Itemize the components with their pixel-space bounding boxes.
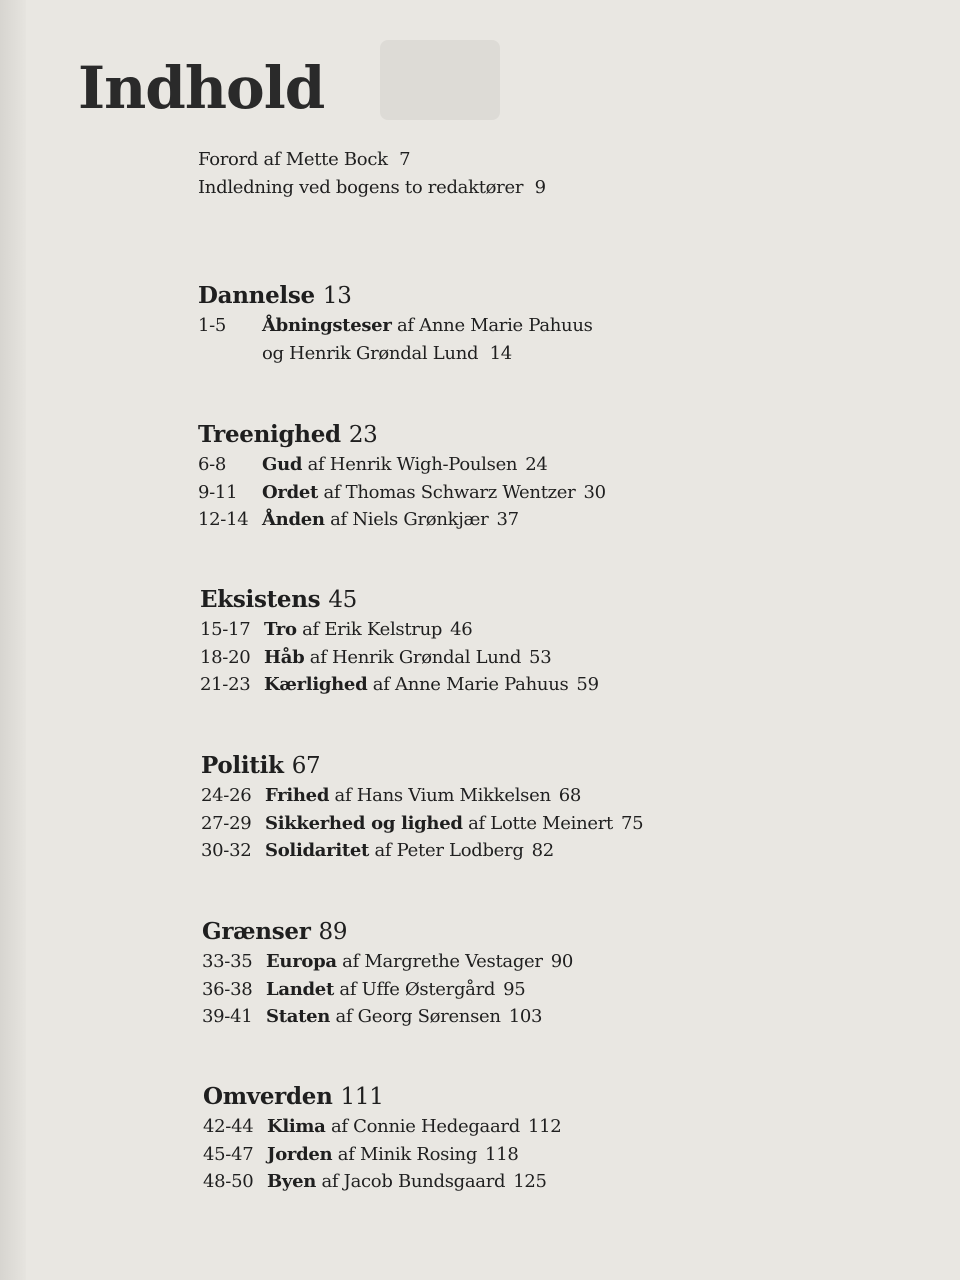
entry-number: 6-8: [198, 454, 227, 475]
toc-entry: [200, 644, 599, 672]
show-through-shadow: [380, 40, 500, 120]
section-politik: [201, 750, 643, 865]
section-page: 45: [328, 587, 358, 613]
toc-entry: [202, 948, 573, 976]
entry-number: 24-26: [201, 785, 252, 806]
section-heading: [203, 1081, 561, 1113]
section-page: 111: [340, 1084, 384, 1110]
entry-title: Solidaritet: [265, 840, 370, 861]
entry-author: af Connie Hedegaard: [330, 1116, 520, 1137]
entry-title: Europa: [266, 951, 337, 972]
entry-author: af Henrik Wigh-Poulsen: [307, 454, 518, 475]
section-page: 13: [322, 283, 352, 309]
toc-entry: [203, 1141, 561, 1169]
intro-list: [198, 146, 546, 202]
entry-author: af Thomas Schwarz Wentzer: [323, 481, 576, 503]
entry-page: 82: [531, 840, 554, 861]
intro-page: 7: [399, 149, 411, 170]
entry-title: Ordet: [262, 481, 319, 503]
entry-page: 125: [513, 1171, 547, 1192]
entry-title: Staten: [266, 1006, 331, 1027]
toc-entry: [203, 1168, 561, 1196]
entry-number: 48-50: [203, 1171, 254, 1192]
entry-number: 33-35: [202, 951, 253, 972]
entry-page: 118: [485, 1143, 519, 1165]
entry-author: af Peter Lodberg: [374, 840, 524, 861]
entry-title: Ånden: [262, 509, 325, 530]
entry-author: af Henrik Grøndal Lund: [309, 646, 522, 668]
entry-author-cont: og Henrik Grøndal Lund: [262, 342, 479, 364]
entry-page: 90: [550, 951, 574, 972]
section-name: Eksistens: [200, 586, 321, 613]
toc-entry: [198, 451, 606, 479]
entry-title: Åbningsteser: [262, 315, 392, 336]
entry-title: Tro: [264, 619, 297, 640]
entry-author: af Niels Grønkjær: [330, 509, 489, 530]
entry-page: 68: [558, 785, 582, 806]
entry-page: 46: [450, 619, 473, 640]
entry-title: Frihed: [265, 785, 330, 806]
entry-author: af Jacob Bundsgaard: [321, 1171, 506, 1192]
toc-entry: [202, 1003, 573, 1031]
toc-entry: [200, 616, 599, 644]
section-page: 23: [348, 422, 378, 448]
intro-text: Indledning ved bogens to redaktører: [198, 177, 524, 198]
toc-entry: [200, 671, 599, 699]
entry-author: af Hans Vium Mikkelsen: [334, 785, 551, 806]
entry-page: 75: [620, 812, 644, 834]
entry-number: 27-29: [201, 812, 252, 834]
entry-number: 21-23: [200, 674, 251, 695]
section-treenighed: [198, 419, 606, 534]
toc-entry: [198, 506, 606, 534]
section-graenser: [202, 916, 573, 1031]
section-omverden: [203, 1081, 561, 1196]
intro-item: [198, 174, 546, 202]
entry-author: af Erik Kelstrup: [302, 619, 443, 640]
section-eksistens: [200, 584, 599, 699]
entry-number: 36-38: [202, 978, 253, 1000]
toc-entry: [198, 479, 606, 507]
section-heading: [201, 750, 643, 782]
entry-author: af Anne Marie Pahuus: [372, 674, 569, 695]
toc-entry: [203, 1113, 561, 1141]
entry-page: 103: [508, 1006, 543, 1027]
entry-title: Klima: [267, 1116, 326, 1137]
entry-number: 15-17: [200, 619, 251, 640]
entry-number: 30-32: [201, 840, 252, 861]
entry-page: 53: [529, 646, 552, 668]
entry-page: 24: [525, 454, 548, 475]
entry-author: af Uffe Østergård: [339, 978, 496, 1000]
intro-text: Forord af Mette Bock: [198, 149, 388, 170]
entry-continuation: [198, 340, 593, 368]
entry-number: 42-44: [203, 1116, 254, 1137]
entry-title: Gud: [262, 454, 303, 475]
section-dannelse: [198, 280, 593, 367]
section-heading: [198, 280, 593, 312]
entry-author: af Margrethe Vestager: [342, 951, 543, 972]
entry-number: 45-47: [203, 1143, 254, 1165]
section-name: Omverden: [203, 1083, 333, 1110]
intro-page: 9: [534, 177, 546, 198]
entry-title: Jorden: [267, 1143, 333, 1165]
entry-page: 112: [527, 1116, 562, 1137]
entry-number: 18-20: [200, 646, 251, 668]
page-title: Indhold: [78, 54, 325, 122]
entry-author: af Anne Marie Pahuus: [396, 315, 593, 336]
entry-number: 9-11: [198, 481, 238, 503]
section-heading: [202, 916, 573, 948]
toc-entry: [201, 810, 643, 838]
entry-page: 14: [489, 342, 512, 364]
toc-entry: [201, 837, 643, 865]
entry-page: 95: [503, 978, 526, 1000]
entry-page: 59: [576, 674, 599, 695]
entry-page: 30: [583, 481, 606, 503]
toc-entry: [198, 312, 593, 340]
entry-number: 39-41: [202, 1006, 253, 1027]
entry-title: Kærlighed: [264, 674, 368, 695]
section-heading: [198, 419, 606, 451]
entry-author: af Minik Rosing: [337, 1143, 478, 1165]
section-name: Treenighed: [198, 421, 341, 448]
section-name: Politik: [201, 752, 284, 779]
entry-number: 1-5: [198, 315, 227, 336]
section-page: 89: [318, 919, 348, 945]
section-name: Dannelse: [198, 282, 315, 309]
entry-title: Sikkerhed og lighed: [265, 812, 463, 834]
entry-number: 12-14: [198, 509, 249, 530]
section-heading: [200, 584, 599, 616]
intro-item: [198, 146, 546, 174]
section-name: Grænser: [202, 918, 311, 945]
entry-title: Byen: [267, 1171, 317, 1192]
toc-entry: [201, 782, 643, 810]
entry-title: Håb: [264, 646, 305, 668]
entry-author: af Lotte Meinert: [468, 812, 613, 834]
entry-page: 37: [496, 509, 519, 530]
toc-entry: [202, 976, 573, 1004]
entry-author: af Georg Sørensen: [335, 1006, 501, 1027]
section-page: 67: [291, 753, 321, 779]
entry-title: Landet: [266, 978, 334, 1000]
